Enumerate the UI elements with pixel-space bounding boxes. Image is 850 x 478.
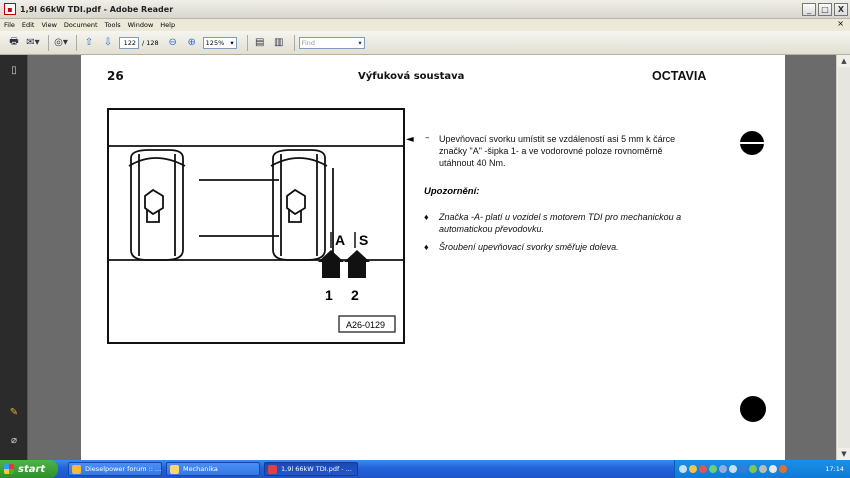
start-button[interactable] — [0, 460, 58, 478]
page-count: / 128 — [142, 38, 159, 47]
vertical-scrollbar[interactable] — [836, 55, 850, 460]
adobe-reader-icon: ▪ — [4, 3, 16, 15]
next-page-icon[interactable]: ⇩ — [103, 37, 113, 48]
figure-id: A26-0129 — [346, 320, 386, 330]
close-button[interactable]: X — [834, 3, 848, 16]
bullet-diamond-icon: ♦ — [424, 242, 429, 252]
tray-bluetooth-icon[interactable] — [739, 465, 747, 473]
brand-name: OCTAVIA — [652, 69, 707, 83]
window-titlebar — [0, 0, 850, 19]
task-label: Dieselpower forum :: ... — [85, 465, 162, 473]
tray-messenger-icon[interactable] — [719, 465, 727, 473]
menu-tools[interactable]: Tools — [104, 21, 121, 29]
menu-file[interactable]: File — [4, 21, 15, 29]
task-label: Mechanika — [183, 465, 218, 473]
bullet-diamond-icon: ♦ — [424, 212, 429, 222]
menu-help[interactable]: Help — [160, 21, 176, 29]
maximize-button[interactable]: □ — [818, 3, 832, 16]
attachments-panel-icon[interactable]: ⌀ — [10, 434, 18, 446]
arrow-2-icon — [344, 250, 370, 278]
pages-panel-icon[interactable]: ▯ — [11, 64, 17, 76]
pdf-page — [81, 55, 785, 460]
toolbar-divider — [76, 35, 77, 51]
collaborate-icon[interactable]: ◎▾ — [54, 37, 68, 48]
zoom-out-icon[interactable]: ⊖ — [168, 37, 177, 48]
browser-icon — [72, 465, 81, 474]
toolbar-divider — [294, 35, 295, 51]
tray-update-icon[interactable] — [709, 465, 717, 473]
arrow-1-label: 1 — [325, 287, 333, 303]
task-label: 1,9l 66kW TDI.pdf - ... — [281, 465, 352, 473]
zoom-select[interactable] — [203, 37, 237, 49]
main-toolbar — [0, 31, 850, 55]
window-title: 1,9l 66kW TDI.pdf - Adobe Reader — [20, 4, 174, 14]
taskbar-item-adobe-reader[interactable] — [264, 462, 358, 476]
page-number: 26 — [107, 69, 124, 83]
document-area — [28, 55, 836, 460]
taskbar-item-folder[interactable] — [166, 462, 260, 476]
mark-a-label: A — [335, 232, 346, 248]
tray-network-icon[interactable] — [679, 465, 687, 473]
tray-volume-icon[interactable] — [729, 465, 737, 473]
zoom-value: 125% — [205, 38, 225, 47]
page-marker-dot — [740, 396, 766, 422]
instruction-text: Upevňovací svorku umístit se vzdáleností asi 5 mm k čárce značky "A" -šipka 1- a ve vodorovné poloze rovnoměrně utáhnout 40 Nm. — [439, 134, 676, 168]
list-dash: – — [425, 133, 430, 143]
windows-flag-icon — [4, 464, 14, 474]
window-controls — [802, 3, 848, 16]
folder-icon — [170, 465, 179, 474]
tray-power-icon[interactable] — [749, 465, 757, 473]
windows-taskbar — [0, 460, 850, 478]
tray-flash-icon[interactable] — [769, 465, 777, 473]
clamp-drawing — [109, 110, 403, 342]
section-title: Výfuková soustava — [358, 71, 465, 82]
find-placeholder: Find — [301, 38, 315, 47]
arrow-1-icon — [318, 250, 344, 278]
bullet-text: Šroubení upevňovací svorky směřuje doleva. — [439, 242, 619, 252]
section-tab-mark — [740, 131, 764, 155]
scroll-down-icon[interactable]: ▼ — [841, 450, 847, 458]
menu-bar — [0, 19, 850, 31]
menu-window[interactable]: Window — [127, 21, 154, 29]
email-icon[interactable]: ✉▾ — [26, 37, 40, 48]
minimize-button[interactable]: _ — [802, 3, 816, 16]
navigation-pane — [0, 55, 28, 460]
toolbar-divider — [48, 35, 49, 51]
arrow-2-label: 2 — [351, 287, 359, 303]
fit-page-icon[interactable]: ▤ — [254, 37, 265, 48]
previous-page-icon[interactable]: ⇧ — [84, 37, 94, 48]
print-icon[interactable]: 🖶 — [9, 36, 19, 47]
system-clock[interactable]: 17:14 — [825, 465, 844, 473]
comments-panel-icon[interactable]: ✎ — [9, 406, 19, 418]
taskbar-item-browser[interactable] — [68, 462, 162, 476]
close-document-button[interactable]: × — [837, 19, 844, 28]
menu-view[interactable]: View — [41, 21, 57, 29]
menu-document[interactable]: Document — [63, 21, 98, 29]
pdf-icon — [268, 465, 277, 474]
toolbar-divider — [247, 35, 248, 51]
mark-s-label: S — [359, 232, 369, 248]
system-tray — [674, 460, 850, 478]
menu-edit[interactable]: Edit — [21, 21, 35, 29]
scrollbar-thumb[interactable] — [838, 67, 850, 448]
scroll-up-icon[interactable]: ▲ — [841, 57, 847, 65]
start-label: start — [18, 463, 46, 475]
zoom-in-icon[interactable]: ⊕ — [187, 37, 196, 48]
bullet-text: Značka -A- platí u vozidel s motorem TDI pro mechanickou a automatickou převodovku. — [439, 212, 682, 234]
warning-heading: Upozornění: — [424, 186, 480, 197]
page-number-input[interactable]: 122 — [119, 37, 139, 49]
chevron-down-icon: ▾ — [230, 38, 234, 47]
tray-security-icon[interactable] — [689, 465, 697, 473]
tray-display-icon[interactable] — [759, 465, 767, 473]
fit-width-icon[interactable]: ▥ — [273, 37, 284, 48]
tray-media-icon[interactable] — [779, 465, 787, 473]
chevron-down-icon: ▾ — [358, 38, 362, 47]
find-input[interactable] — [299, 37, 365, 49]
exhaust-clamp-figure — [107, 108, 405, 344]
tray-antivirus-icon[interactable] — [699, 465, 707, 473]
pointer-arrow-icon: ◄ — [406, 134, 414, 145]
